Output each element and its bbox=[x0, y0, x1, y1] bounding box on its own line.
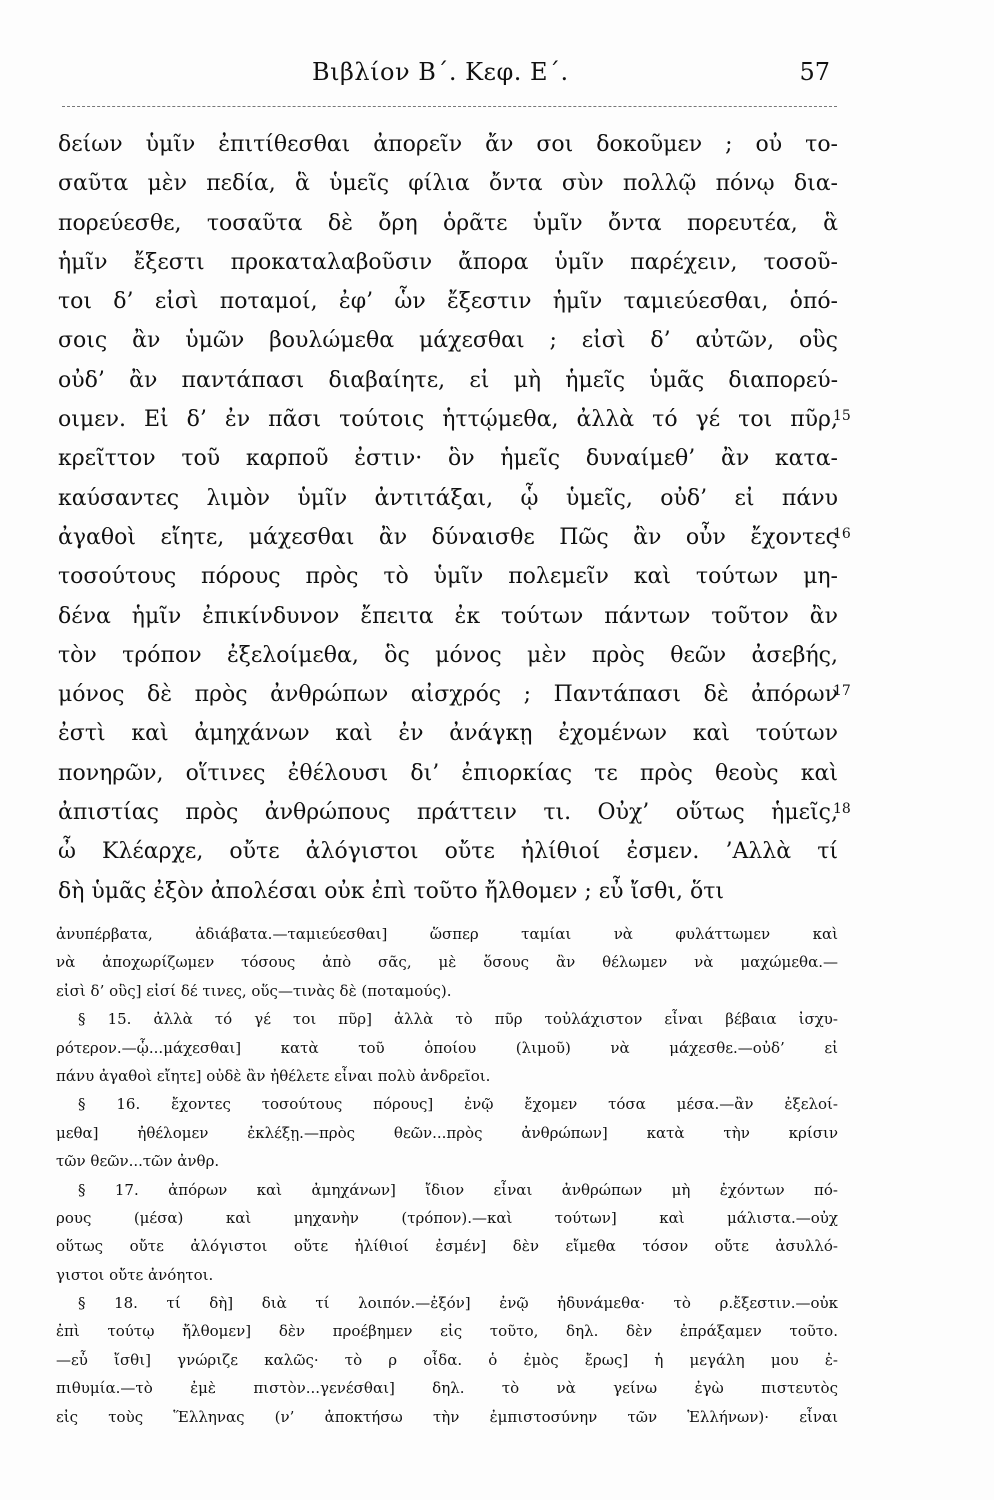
note-line: § 18. τί δὴ] διὰ τί λοιπόν.—ἐξόν] ἐνῷ ἠδυνάμεθα· τὸ ρ.ἔξεστιν.—οὐκ bbox=[78, 1294, 838, 1313]
text-line: πορεύεσθε, τοσαῦτα δὲ ὄρη ὁρᾶτε ὑμῖν ὄντα πορευτέα, ἃ bbox=[58, 210, 838, 236]
note-line: εἰς τοὺς Ἕλληνας (ν’ ἀποκτήσω τὴν ἐμπιστοσύνην τῶν Ἑλλήνων)· εἶναι bbox=[56, 1407, 838, 1426]
text-line: τοι δ’ εἰσὶ ποταμοί, ἐφ’ ὧν ἔξεστιν ἡμῖν ταμιεύεσθαι, ὁπό- bbox=[58, 289, 838, 315]
text-line: καύσαντες λιμὸν ὑμῖν ἀντιτάξαι, ᾧ ὑμεῖς, οὐδ’ εἰ πάνυ bbox=[58, 485, 838, 511]
note-line: τῶν θεῶν...τῶν ἀνθρ. bbox=[56, 1152, 220, 1171]
text-line: κρεῖττον τοῦ καρποῦ ἐστιν· ὃν ἡμεῖς δυναίμεθ’ ἂν κατα- bbox=[58, 446, 838, 472]
header-rule bbox=[62, 106, 837, 107]
text-line: ἀπιστίας πρὸς ἀνθρώπους πράττειν τι. Οὐχ’ οὕτως ἡμεῖς, bbox=[58, 800, 838, 826]
note-line: § 16. ἔχοντες τοσούτους πόρους] ἐνῷ ἔχομεν τόσα μέσα.—ἂν ἐξελοί- bbox=[78, 1095, 838, 1114]
note-line: οὕτως οὔτε ἀλόγιστοι οὔτε ἠλίθιοί ἐσμέν] δὲν εἴμεθα τόσον οὔτε ἀσυλλό- bbox=[56, 1237, 838, 1256]
running-head: Βιβλίον Β΄. Κεφ. Ε΄. bbox=[312, 58, 569, 86]
text-line: ὦ Κλέαρχε, οὔτε ἀλόγιστοι οὔτε ἠλίθιοί ἐσμεν. ’Αλλὰ τί bbox=[58, 839, 838, 865]
footnotes bbox=[56, 920, 838, 1431]
page-header bbox=[90, 58, 830, 98]
text-line: οὐδ’ ἂν παντάπασι διαβαίητε, εἰ μὴ ἡμεῖς ὑμᾶς διαπορεύ- bbox=[58, 367, 838, 393]
text-line: ἡμῖν ἔξεστι προκαταλαβοῦσιν ἄπορα ὑμῖν παρέχειν, τοσοῦ- bbox=[58, 249, 838, 275]
section-number-16: 16 bbox=[833, 526, 851, 542]
note-line: § 17. ἀπόρων καὶ ἀμηχάνων] ἴδιον εἶναι ἀνθρώπων μὴ ἐχόντων πό- bbox=[78, 1180, 838, 1199]
section-number-18: 18 bbox=[833, 801, 851, 817]
text-line: τὸν τρόπον ἐξελοίμεθα, ὃς μόνος μὲν πρὸς θεῶν ἀσεβής, bbox=[58, 642, 838, 668]
main-text bbox=[58, 125, 851, 911]
text-line: μόνος δὲ πρὸς ἀνθρώπων αἰσχρός ; Παντάπασι δὲ ἀπόρων bbox=[58, 682, 838, 708]
text-line: οιμεν. Εἰ δ’ ἐν πᾶσι τούτοις ἡττῴμεθα, ἀλλὰ τό γέ τοι πῦρ, bbox=[58, 407, 838, 433]
note-line: γιστοι οὔτε ἀνόητοι. bbox=[56, 1265, 214, 1284]
text-line: δείων ὑμῖν ἐπιτίθεσθαι ἀπορεῖν ἄν σοι δοκοῦμεν ; οὐ το- bbox=[58, 132, 838, 157]
text-line: σαῦτα μὲν πεδία, ἃ ὑμεῖς φίλια ὄντα σὺν πολλῷ πόνῳ δια- bbox=[58, 171, 838, 197]
section-number-15: 15 bbox=[833, 408, 851, 424]
note-line: ἀνυπέρβατα, ἀδιάβατα.—ταμιεύεσθαι] ὥσπερ ταμίαι νὰ φυλάττωμεν καὶ bbox=[56, 925, 838, 943]
text-line: ἀγαθοὶ εἴητε, μάχεσθαι ἂν δύναισθε Πῶς ἂν οὖν ἔχοντες bbox=[58, 524, 838, 550]
section-number-17: 17 bbox=[833, 683, 851, 699]
text-line: πονηρῶν, οἵτινες ἐθέλουσι δι’ ἐπιορκίας τε πρὸς θεοὺς καὶ bbox=[58, 760, 838, 786]
note-line: μεθα] ἠθέλομεν ἐκλέξῃ.—πρὸς θεῶν...πρὸς ἀνθρώπων] κατὰ τὴν κρίσιν bbox=[56, 1123, 838, 1142]
note-line: εἰσὶ δ’ οὓς] εἰσί δέ τινες, οὕς—τινὰς δὲ (ποταμούς). bbox=[56, 981, 452, 1000]
text-line: τοσούτους πόρους πρὸς τὸ ὑμῖν πολεμεῖν καὶ τούτων μη- bbox=[58, 564, 838, 590]
note-line: —εὖ ἴσθι] γνώριζε καλῶς· τὸ ρ οἶδα. ὁ ἐμὸς ἔρως] ἡ μεγάλη μου ἐ- bbox=[56, 1350, 838, 1369]
text-line: δένα ἡμῖν ἐπικίνδυνον ἔπειτα ἐκ τούτων πάντων τοῦτον ἂν bbox=[58, 603, 838, 629]
note-line: νὰ ἀποχωρίζωμεν τόσους ἀπὸ σᾶς, μὲ ὅσους ἂν θέλωμεν νὰ μαχώμεθα.— bbox=[56, 953, 838, 972]
note-line: ἐπὶ τούτῳ ἤλθομεν] δὲν προέβημεν εἰς τοῦτο, δηλ. δὲν ἐπράξαμεν τοῦτο. bbox=[56, 1322, 838, 1341]
note-line: § 15. ἀλλὰ τό γέ τοι πῦρ] ἀλλὰ τὸ πῦρ τοὐλάχιστον εἶναι βέβαια ἰσχυ- bbox=[78, 1010, 838, 1029]
note-line: πιθυμία.—τὸ ἐμὲ πιστὸν...γενέσθαι] δηλ. τὸ νὰ γείνω ἐγὼ πιστευτὸς bbox=[56, 1379, 838, 1398]
note-line: ρότερον.—ᾧ...μάχεσθαι] κατὰ τοῦ ὁποίου (λιμοῦ) νὰ μάχεσθε.—οὐδ’ εἰ bbox=[56, 1038, 838, 1057]
text-line: σοις ἂν ὑμῶν βουλώμεθα μάχεσθαι ; εἰσὶ δ’ αὐτῶν, οὓς bbox=[58, 328, 838, 354]
note-line: πάνυ ἀγαθοὶ εἴητε] οὐδὲ ἂν ἠθέλετε εἶναι πολὺ ἀνδρεῖοι. bbox=[56, 1066, 491, 1085]
text-line: ἐστὶ καὶ ἀμηχάνων καὶ ἐν ἀνάγκῃ ἐχομένων καὶ τούτων bbox=[58, 721, 838, 747]
note-line: ρους (μέσα) καὶ μηχανὴν (τρόπον).—καὶ τούτων] καὶ μάλιστα.—οὐχ bbox=[56, 1208, 838, 1227]
text-line: δὴ ὑμᾶς ἐξὸν ἀπολέσαι οὐκ ἐπὶ τοῦτο ἤλθομεν ; εὖ ἴσθι, ὅτι bbox=[58, 878, 725, 904]
page-number: 57 bbox=[799, 58, 830, 86]
